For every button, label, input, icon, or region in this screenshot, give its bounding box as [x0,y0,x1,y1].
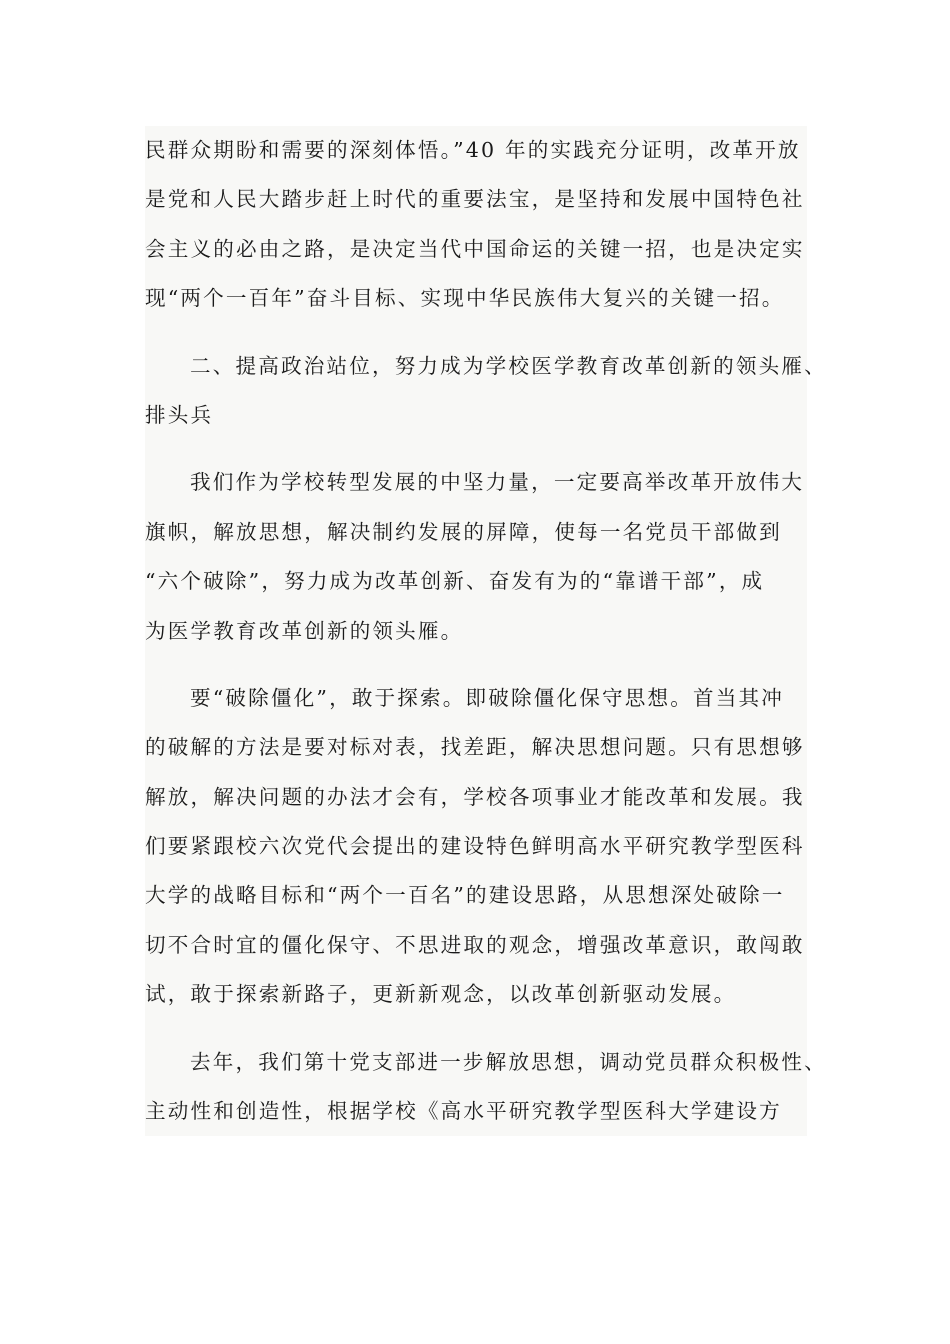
text-line: 会主义的必由之路，是决定当代中国命运的关键一招，也是决定实 [145,236,805,261]
paragraph-reform-significance [145,126,807,324]
paragraph-gap [145,440,807,458]
document-body [145,126,827,1136]
text-line: 试，敢于探索新路子，更新新观念，以改革创新驱动发展。 [145,982,737,1007]
text-line: 切不合时宜的僵化保守、不思进取的观念，增强改革意识，敢闯敢 [145,932,805,957]
text-line: 旗帜，解放思想，解决制约发展的屏障，使每一名党员干部做到 [145,519,782,544]
text-line: 民群众期盼和需要的深刻体悟。”40 年的实践充分证明，改革开放 [145,138,801,162]
paragraph-break-rigidity [145,674,807,1020]
text-line: 要“破除僵化”，敢于探索。即破除僵化保守思想。首当其冲 [190,685,784,710]
text-line: 是党和人民大踏步赶上时代的重要法宝，是坚持和发展中国特色社 [145,187,805,212]
paragraph-gap [145,1020,807,1038]
text-line: 解放，解决问题的办法才会有，学校各项事业才能改革和发展。我 [145,784,805,809]
paragraph-gap [145,324,807,342]
paragraph-gap [145,656,807,674]
section-heading-two [145,342,827,441]
text-line: 大学的战略目标和“两个一百名”的建设思路，从思想深处破除一 [145,883,785,908]
text-line: 去年，我们第十党支部进一步解放思想，调动党员群众积极性、 [190,1049,827,1074]
text-line: 二、提高政治站位，努力成为学校医学教育改革创新的领头雁、 [190,353,827,378]
text-line: 为医学教育改革创新的领头雁。 [145,618,464,643]
text-line: 主动性和创造性，根据学校《高水平研究教学型医科大学建设方 [145,1099,782,1124]
paragraph-backbone-force [145,458,807,656]
text-line: 我们作为学校转型发展的中坚力量，一定要高举改革开放伟大 [190,470,805,495]
text-line: 们要紧跟校六次党代会提出的建设特色鲜明高水平研究教学型医科 [145,834,805,859]
text-line: 现“两个一百年”奋斗目标、实现中华民族伟大复兴的关键一招。 [145,286,785,311]
text-line: 的破解的方法是要对标对表，找差距，解决思想问题。只有思想够 [145,735,805,760]
text-line: 排头兵 [145,402,214,427]
text-line: “六个破除”，努力成为改革创新、奋发有为的“靠谱干部”，成 [145,569,765,594]
paragraph-last-year [145,1038,827,1137]
